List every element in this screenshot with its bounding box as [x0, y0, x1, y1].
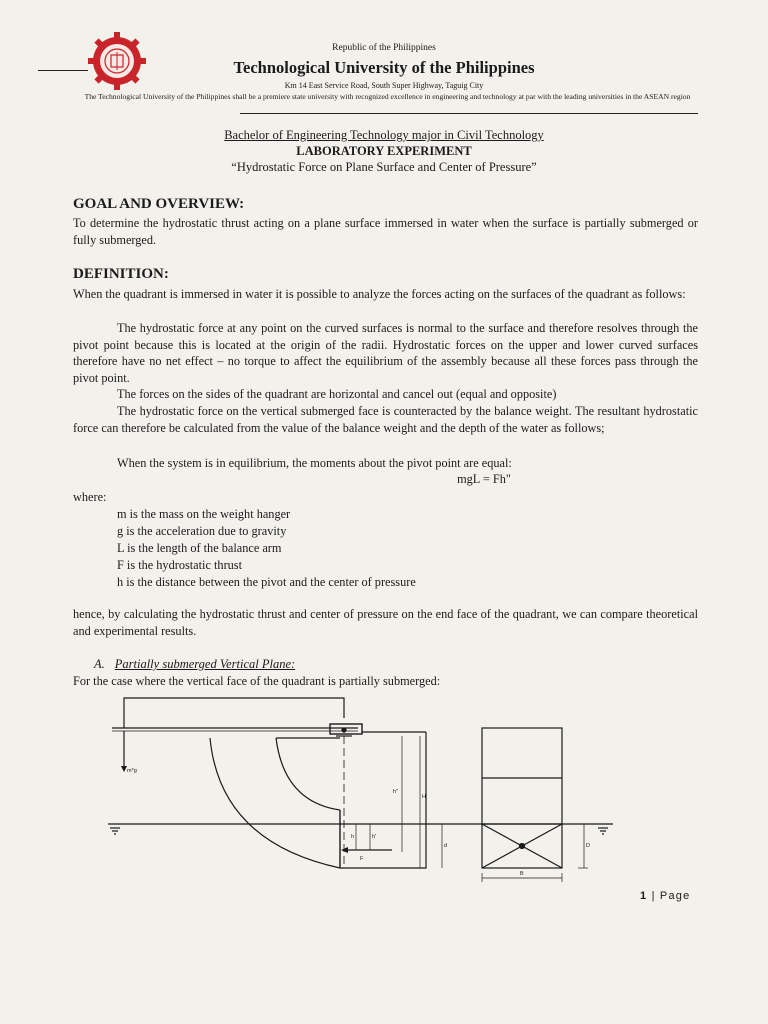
- definition-paragraph-4: The hydrostatic force on the vertical submerged face is counteracted by the balance weight. The resultant hydrostatic force can therefore be calculated from the value of the balance weight and the depth of the water as follows;: [73, 404, 698, 435]
- header-rule: [240, 113, 698, 114]
- partially-submerged-diagram: [108, 692, 628, 882]
- H-label: H: [422, 794, 426, 800]
- section-a-intro: For the case where the vertical face of the quadrant is partially submerged:: [73, 674, 441, 688]
- D-label: D: [586, 843, 590, 849]
- definition-paragraph-3: The forces on the sides of the quadrant are horizontal and cancel out (equal and opposite): [117, 387, 557, 401]
- list-item: L is the length of the balance arm: [117, 541, 282, 555]
- d-label: d: [444, 843, 448, 849]
- variable-list: [117, 506, 416, 591]
- definition-paragraph-2: The hydrostatic force at any point on the curved surfaces is normal to the surface and therefore resolves through the pivot point because this is located at the origin of the radii. Hydrostatic forces on the upper and lower curved surfaces therefore have no net effect – no torque to affect the equilibrium of the assembly because all these forces pass through the pivot point.: [73, 321, 698, 385]
- hence-paragraph: hence, by calculating the hydrostatic thrust and center of pressure on the end face of the quadrant, we can compare theoretical and experimental results.: [73, 607, 698, 638]
- course-title: Bachelor of Engineering Technology major in Civil Technology: [224, 128, 544, 142]
- h-label: h: [351, 834, 355, 840]
- goal-text: To determine the hydrostatic thrust acting on a plane surface immersed in water when the surface is partially submerged or fully submerged.: [73, 216, 698, 247]
- page-word: Page: [659, 890, 691, 902]
- balance-arm-frame: [124, 698, 344, 728]
- university-vision: The Technological University of the Philippines shall be a premiere state university with recognized excellence in engineering and technology at par with the leading universities in the ASEAN region: [84, 92, 691, 101]
- lab-heading: LABORATORY EXPERIMENT: [296, 144, 472, 158]
- republic-line: Republic of the Philippines: [332, 43, 436, 53]
- h-prime-label: h': [372, 834, 377, 840]
- goal-heading: GOAL AND OVERVIEW:: [73, 196, 245, 212]
- list-item: g is the acceleration due to gravity: [117, 524, 287, 538]
- section-a-letter: A.: [94, 657, 105, 671]
- list-item: F is the hydrostatic thrust: [117, 558, 243, 572]
- definition-heading: DEFINITION:: [73, 266, 169, 282]
- definition-paragraph-5: When the system is in equilibrium, the moments about the pivot point are equal:: [117, 456, 512, 470]
- section-a-heading: [94, 657, 295, 672]
- center-of-pressure-dot: [520, 844, 525, 849]
- tank-left-wall: [340, 732, 426, 868]
- definition-paragraph-1: When the quadrant is immersed in water it is possible to analyze the forces acting on the surfaces of the quadrant as follows:: [73, 287, 686, 301]
- page-number: 1: [640, 890, 648, 902]
- where-label: where:: [73, 490, 107, 504]
- quadrant-inner-arc: [276, 738, 340, 810]
- university-name: Technological University of the Philippines: [233, 58, 535, 77]
- list-item: m is the mass on the weight hanger: [117, 507, 291, 521]
- page-footer: 1 | Page: [640, 890, 691, 902]
- pivot-point: [342, 728, 346, 732]
- section-a-title: Partially submerged Vertical Plane:: [114, 657, 296, 671]
- experiment-title: “Hydrostatic Force on Plane Surface and Center of Pressure”: [231, 160, 537, 174]
- B-label: B: [520, 871, 524, 877]
- force-F-arrow-head: [341, 847, 348, 853]
- F-label: F: [360, 856, 364, 862]
- quadrant-outer-arc: [210, 738, 340, 868]
- mg-label: m*g: [127, 768, 137, 774]
- list-item: h is the distance between the pivot and the center of pressure: [117, 575, 416, 589]
- h-double-label: h": [393, 789, 399, 795]
- moment-equation: mgL = Fh": [457, 472, 511, 486]
- university-address: Km 14 East Service Road, South Super Highway, Taguig City: [284, 81, 484, 90]
